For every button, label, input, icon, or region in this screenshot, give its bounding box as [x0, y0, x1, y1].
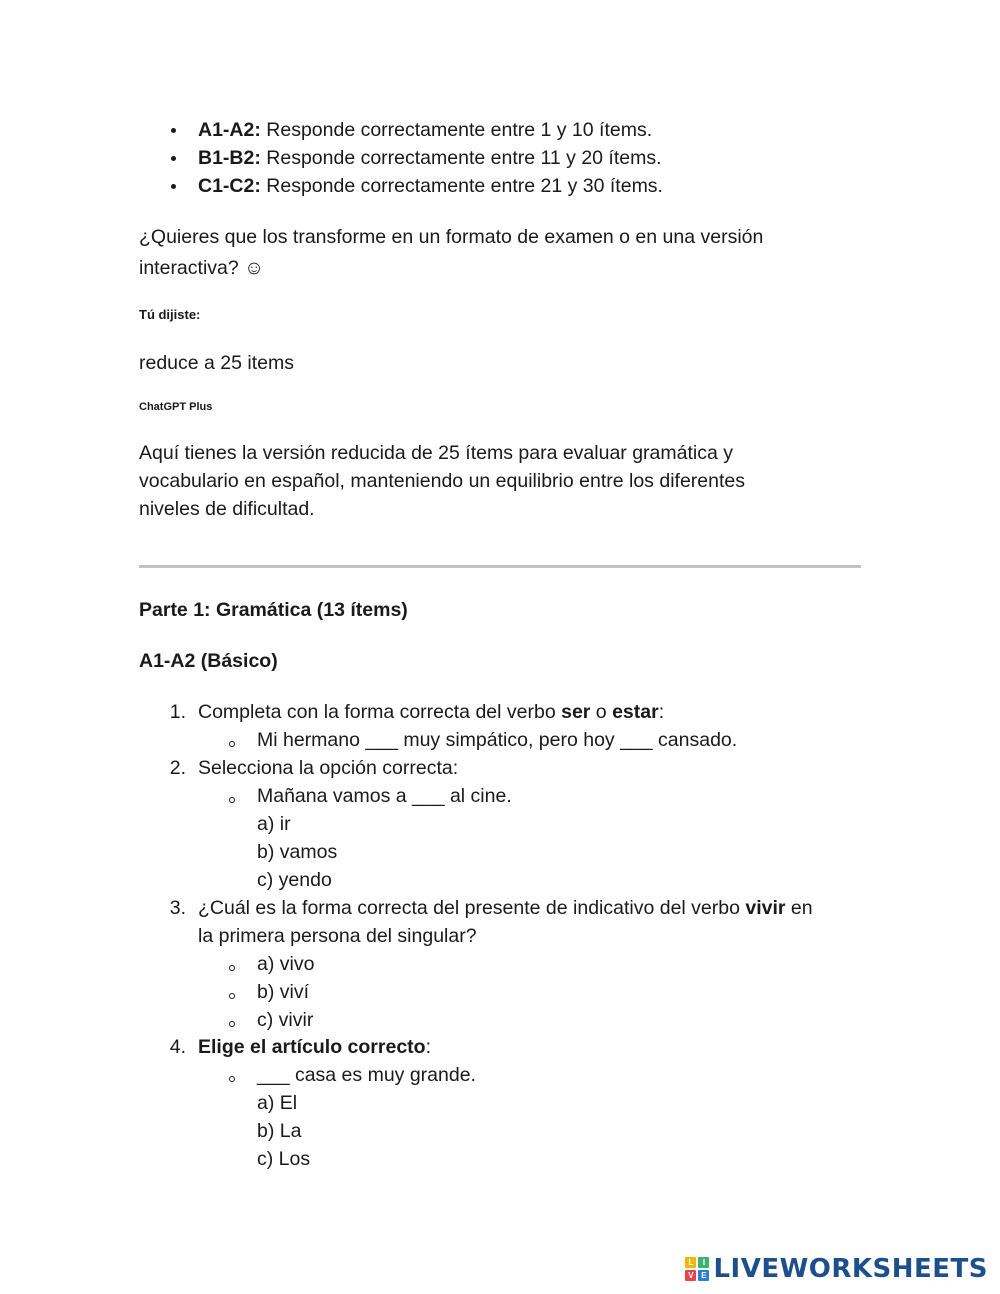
item-sentence: ___ casa es muy grande. [257, 1064, 476, 1086]
level-label: B1-B2: [198, 147, 261, 169]
prompt-text: Completa con la forma correcta del verbo [198, 701, 562, 723]
intro-line: vocabulario en español, manteniendo un equilibrio entre los diferentes [139, 470, 745, 492]
prompt-bold: vivir [745, 897, 786, 919]
part-title: Parte 1: Gramática (13 ítems) [139, 599, 408, 621]
question-line: interactiva? ☺ [139, 257, 265, 279]
prompt-bold: ser [561, 701, 591, 723]
bullet-icon [171, 128, 176, 133]
option[interactable]: a) El [257, 1092, 298, 1114]
sub-bullet-icon [229, 1076, 235, 1082]
prompt-text: ¿Cuál es la forma correcta del presente de indicativo del verbo [198, 897, 746, 919]
option[interactable]: c) Los [257, 1148, 311, 1170]
option[interactable]: b) La [257, 1120, 302, 1142]
level-item [198, 144, 662, 172]
item-number: 3. [169, 897, 186, 919]
level-title: A1-A2 (Básico) [139, 650, 278, 672]
option[interactable]: b) viví [257, 981, 310, 1003]
user-message: reduce a 25 items [139, 352, 295, 374]
intro-line: niveles de dificultad. [139, 498, 315, 520]
question-line: ¿Quieres que los transforme en un formato de examen o en una versión [139, 226, 764, 248]
item-sentence: Mañana vamos a ___ al cine. [257, 785, 512, 807]
sub-bullet-icon [229, 741, 235, 747]
option[interactable]: c) vivir [257, 1009, 314, 1031]
item-number: 1. [169, 701, 186, 723]
level-item [198, 172, 663, 200]
logo-mark-tile: I [698, 1257, 709, 1268]
item-prompt-line: la primera persona del singular? [198, 925, 477, 947]
assistant-label: ChatGPT Plus [139, 401, 213, 413]
prompt-bold: Elige el artículo correcto [198, 1036, 426, 1058]
item-prompt [198, 894, 813, 922]
prompt-bold: estar [612, 701, 659, 723]
option[interactable]: a) vivo [257, 953, 315, 975]
sub-bullet-icon [229, 993, 235, 999]
level-label: C1-C2: [198, 175, 261, 197]
level-text: Responde correctamente entre 11 y 20 ítems. [260, 147, 662, 169]
intro-line: Aquí tienes la versión reducida de 25 ítems para evaluar gramática y [139, 442, 733, 464]
logo-mark-tile: L [685, 1257, 696, 1268]
item-number: 2. [169, 757, 186, 779]
item-prompt [198, 698, 664, 726]
level-text: Responde correctamente entre 1 y 10 ítems. [260, 119, 653, 141]
prompt-text: en [785, 897, 813, 919]
item-prompt: Selecciona la opción correcta: [198, 757, 459, 779]
level-label: A1-A2: [198, 119, 261, 141]
logo-text: LIVEWORKSHEETS [713, 1254, 988, 1284]
logo-mark-icon [685, 1257, 709, 1281]
logo-mark-tile: V [685, 1270, 696, 1281]
prompt-text: : [658, 701, 665, 723]
liveworksheets-logo[interactable] [685, 1254, 988, 1284]
prompt-text: : [425, 1036, 431, 1058]
option[interactable]: b) vamos [257, 841, 338, 863]
option[interactable]: a) ir [257, 813, 291, 835]
section-divider [139, 565, 861, 568]
item-prompt [198, 1033, 431, 1061]
logo-mark-tile: E [698, 1270, 709, 1281]
sub-bullet-icon [229, 797, 235, 803]
sub-bullet-icon [229, 1021, 235, 1027]
item-sentence: Mi hermano ___ muy simpático, pero hoy ___ cansado. [257, 729, 738, 751]
item-number: 4. [169, 1036, 186, 1058]
user-label: Tú dijiste: [139, 307, 201, 322]
level-text: Responde correctamente entre 21 y 30 ítems. [260, 175, 663, 197]
bullet-icon [171, 156, 176, 161]
prompt-text: o [590, 701, 613, 723]
bullet-icon [171, 184, 176, 189]
sub-bullet-icon [229, 965, 235, 971]
option[interactable]: c) yendo [257, 869, 332, 891]
level-item [198, 116, 652, 144]
